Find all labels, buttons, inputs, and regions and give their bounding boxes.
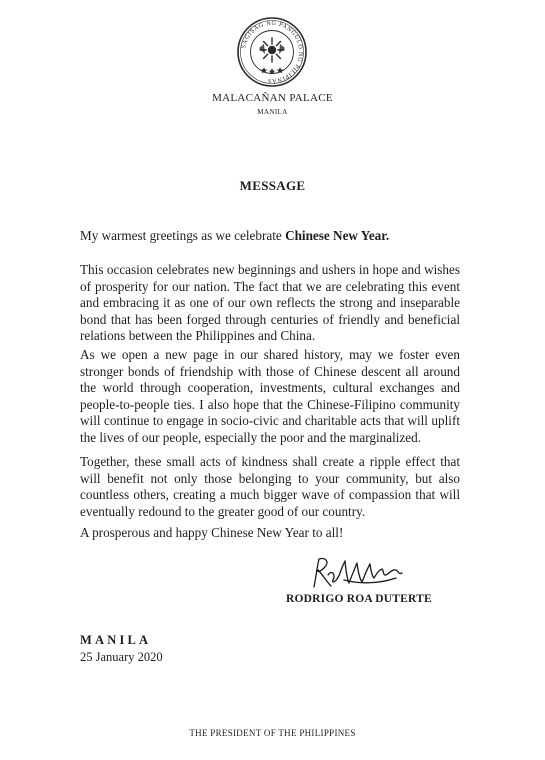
footer-office: THE PRESIDENT OF THE PHILIPPINES	[189, 728, 356, 738]
office-name: MALACAÑAN PALACE	[212, 92, 333, 104]
place-of-issue: MANILA	[80, 633, 152, 647]
presidential-seal-icon	[236, 16, 308, 88]
closing-line: A prosperous and happy Chinese New Year to all!	[80, 525, 344, 540]
signature-icon	[304, 553, 414, 595]
greeting-line	[80, 228, 460, 245]
seal-inscription: SAGISAG NG PANGULO NG PILIPINAS	[240, 19, 305, 85]
paragraph-1: This occasion celebrates new beginnings and ushers in hope and wishes of prosperity for our nation. The fact that we are celebrating this event and embracing it as one of our own reflects the strong and inseparable bond that has been forged through centuries of friendly and beneficial relations between the Philippines and China.	[80, 262, 460, 344]
office-city: MANILA	[257, 108, 288, 116]
signatory-name: RODRIGO ROA DUTERTE	[286, 593, 432, 605]
greeting-emphasis: Chinese New Year.	[285, 228, 390, 243]
paragraph-2: As we open a new page in our shared history, may we foster even stronger bonds of friendship with those of Chinese descent all around the world through cooperation, investments, cultural exchanges and people-to-people ties. I also hope that the Chinese-Filipino community will continue to engage in socio-civic and charitable acts that will uplift the lives of our people, especially the poor and the marginalized.	[80, 347, 460, 445]
paragraph-3: Together, these small acts of kindness shall create a ripple effect that will benefit not only those belonging to your community, but also countless others, creating a much bigger wave of compassion that will eventually redound to the greater good of our country.	[80, 454, 460, 519]
issue-date: 25 January 2020	[80, 650, 163, 664]
greeting-text: My warmest greetings as we celebrate	[80, 228, 286, 243]
document-title: MESSAGE	[239, 178, 306, 193]
